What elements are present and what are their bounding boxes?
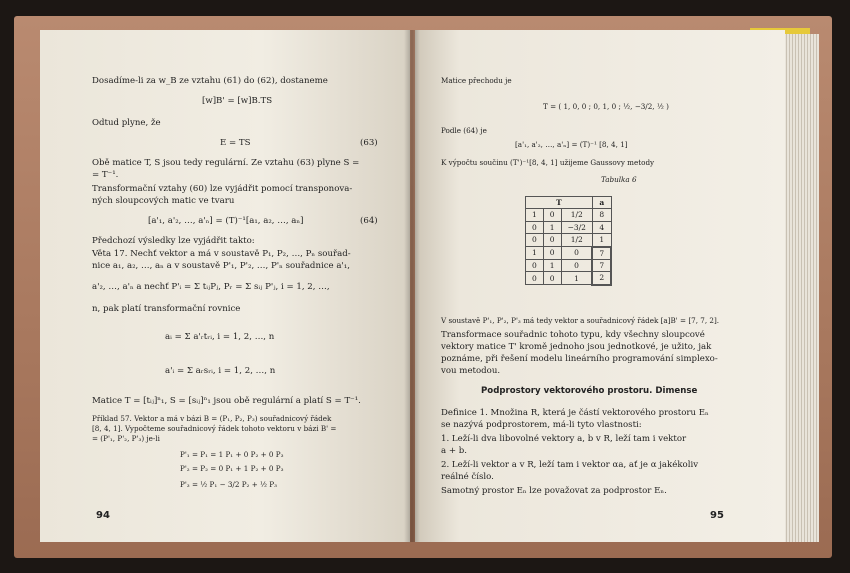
table-caption: Tabulka 6 [601,175,637,184]
formula: [w]B' = [w]B.TS [202,96,273,106]
definition-line: Definice 1. Množina R, která je částí vektorového prostoru Eₙ [441,408,709,418]
table-cell: 1/2 [561,234,592,247]
table-row [526,272,612,285]
right-page [415,30,785,542]
text-line: 2. Leží-li vektor a v R, leží tam i vektor αa, ať je α jakékoliv [441,460,699,470]
example-line: = (P'₁, P'₂, P'₃) je-li [92,434,160,443]
text-line: n, pak platí transformační rovnice [92,304,241,314]
table-cell: 2 [592,272,611,285]
table-cell: 0 [543,247,561,260]
section-heading: Podprostory vektorového prostoru. Dimense [481,386,698,396]
example-line: [8, 4, 1]. Vypočteme souřadnicový řádek tohoto vektoru v bázi B' = [92,424,337,433]
formula: a'ᵢ = Σ aᵣsᵣᵢ, i = 1, 2, …, n [165,366,276,376]
table-row [526,259,612,271]
table-cell: 1 [526,209,544,221]
table-cell: 1 [543,221,561,233]
table-cell: 0 [543,272,561,285]
book-gutter [404,30,420,542]
text-line: a + b. [441,446,468,456]
table-cell: 0 [526,234,544,247]
text-line: nice a₁, a₂, …, aₙ a v soustavě P'₁, P'₂, …, P'ₙ souřadnice a'₁, [92,261,351,271]
text-line: se nazývá podprostorem, má-li tyto vlastnosti: [441,420,642,430]
text-line: Odtud plyne, že [92,118,161,128]
equation-number: (64) [360,216,378,226]
table-header-row [526,197,612,209]
formula: E = TS [220,138,251,148]
text-line: poznáme, při řešení modelu lineárního programování simplexo- [441,354,718,364]
text-line: ných sloupcových matic ve tvaru [92,196,235,206]
table-cell: 0 [543,209,561,221]
text-line: Transformační vztahy (60) lze vyjádřit pomocí transponova- [92,184,353,194]
table-cell: 1 [561,272,592,285]
table-cell: 0 [543,234,561,247]
page-number: 94 [96,510,110,521]
table-cell: 1 [592,234,611,247]
table-cell: 0 [561,247,592,260]
table-cell: 1 [543,259,561,271]
text-line: Samotný prostor Eₙ lze považovat za podprostor Eₙ. [441,486,667,496]
table-cell: 0 [526,272,544,285]
table-cell: 8 [592,209,611,221]
left-page [40,30,410,542]
text-line: reálné číslo. [441,472,494,482]
example-line: Příklad 57. Vektor a má v bázi B = (P₁, P₂, P₃) souřadnicový řádek [92,414,332,423]
formula: [a'₁, a'₂, …, a'ₙ] = (T)⁻¹[a₁, a₂, …, aₙ] [148,216,304,226]
table-row [526,247,612,260]
text-line: a'₂, …, a'ₙ a nechť P'ᵢ = Σ tᵢⱼPⱼ, Pᵣ = Σ sᵢⱼ P'ⱼ, i = 1, 2, …, [92,282,330,292]
table-header: a [592,197,611,209]
text-line: Dosadíme-li za w_B ze vztahu (61) do (62), dostaneme [92,76,328,86]
table-cell: 7 [592,259,611,271]
text-line: Matice přechodu je [441,76,512,85]
formula: aᵢ = Σ a'ᵣtᵣᵢ, i = 1, 2, …, n [165,332,275,342]
table-cell: 7 [592,247,611,260]
formula: [a'₁, a'₂, …, a'ₙ] = (T)⁻¹ [8, 4, 1] [515,140,628,149]
table-cell: −3/2 [561,221,592,233]
table-row [526,234,612,247]
table-cell: 1 [526,247,544,260]
text-line: vektory matice T' kromě jednoho jsou jednotkové, je užito, jak [441,342,712,352]
text-line: Transformace souřadnic tohoto typu, kdy všechny sloupcové [441,330,705,340]
text-line: Matice T = [tᵢⱼ]ⁿ₁, S = [sᵢⱼ]ⁿ₁ jsou obě regulární a platí S = T⁻¹. [92,396,361,406]
formula: T = ( 1, 0, 0 ; 0, 1, 0 ; ½, −3/2, ½ ) [543,102,669,111]
text-line: V soustavě P'₁, P'₂, P'₃ má tedy vektor a souřadnicový řádek [a]B' = [7, 7, 2]. [441,316,720,325]
text-line: Podle (64) je [441,126,487,135]
theorem-line: Věta 17. Nechť vektor a má v soustavě P₁, P₂, …, Pₙ souřad- [92,249,351,259]
text-line: Obě matice T, S jsou tedy regulární. Ze vztahu (63) plyne S = [92,158,360,168]
table-cell: 0 [561,259,592,271]
formula: P'₂ = P₂ = 0 P₁ + 1 P₂ + 0 P₃ [180,464,284,473]
gauss-table [525,196,612,286]
text-line: = T⁻¹. [92,170,119,180]
text-line: vou metodou. [441,366,501,376]
text-line: Předchozí výsledky lze vyjádřit takto: [92,236,255,246]
table-cell: 1/2 [561,209,592,221]
formula: P'₃ = ½ P₁ − 3/2 P₂ + ½ P₃ [180,480,277,489]
table-cell: 4 [592,221,611,233]
formula: P'₁ = P₁ = 1 P₁ + 0 P₂ + 0 P₃ [180,450,284,459]
text-line: 1. Leží-li dva libovolné vektory a, b v R, leží tam i vektor [441,434,687,444]
table-header: T [526,197,593,209]
equation-number: (63) [360,138,378,148]
page-number: 95 [710,510,724,521]
table-cell: 0 [526,259,544,271]
table-row [526,221,612,233]
table-row [526,209,612,221]
table-cell: 0 [526,221,544,233]
text-line: K výpočtu součinu (T')⁻¹[8, 4, 1] užijeme Gaussovy metody [441,158,655,167]
